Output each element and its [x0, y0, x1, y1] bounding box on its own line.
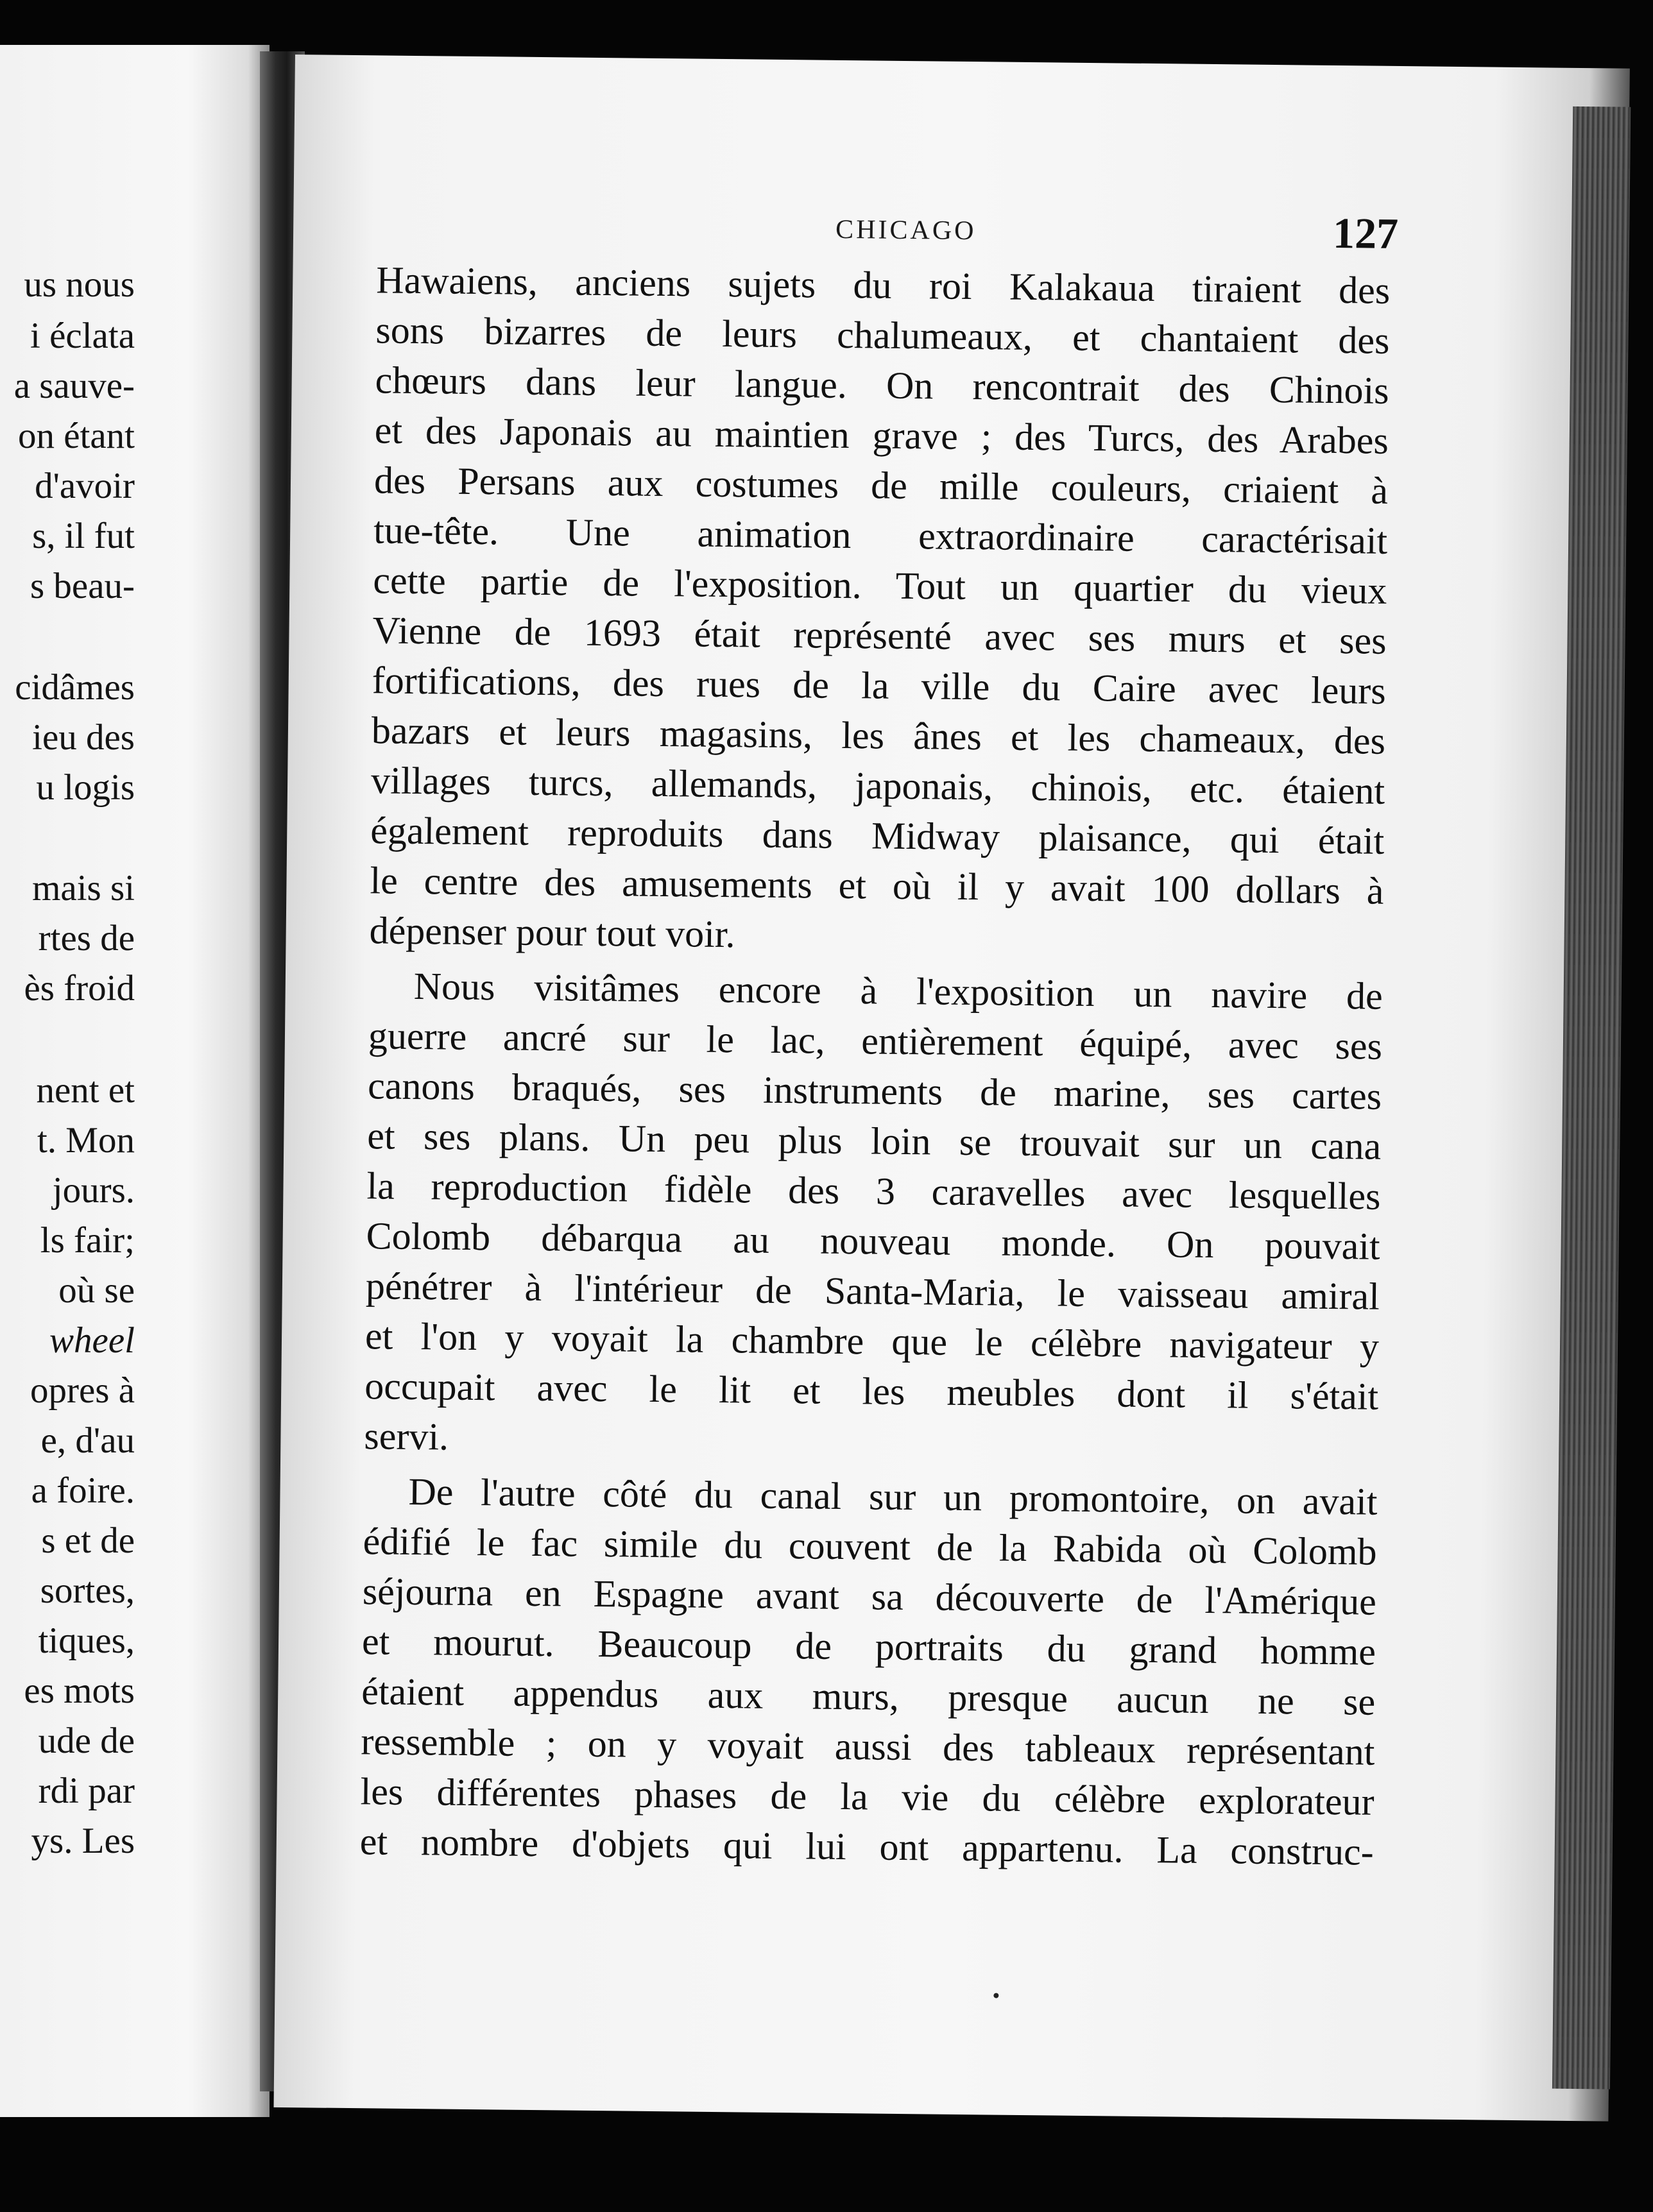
text-line: De l'autre côté du canal sur un promontoire, on avait [408, 1470, 1378, 1523]
left-page-line: où se [58, 1270, 135, 1311]
text-line: fortifications, des rues de la ville du Caire avec leurs [372, 659, 1387, 712]
text-line: et l'on y voyait la chambre que le célèbre navigateur y [364, 1314, 1380, 1368]
right-page [273, 55, 1629, 2122]
text-line: tue-tête. Une animation extraordinaire caractérisait [373, 509, 1388, 562]
text-line: pénétrer à l'intérieur de Santa-Maria, le vaisseau amiral [365, 1264, 1380, 1318]
left-page-line: i éclata [30, 316, 135, 356]
left-page-line: cidâmes [15, 667, 135, 708]
speck [993, 1993, 998, 1998]
left-page-line: es mots [24, 1671, 135, 1711]
text-line: ressemble ; on y voyait aussi des tableaux représentant [361, 1720, 1375, 1773]
left-page-line: ieu des [32, 717, 135, 758]
left-page-line: ude de [38, 1721, 135, 1761]
left-page-line: a foire. [31, 1470, 135, 1511]
left-page-line: wheel [49, 1320, 135, 1361]
text-line: sons bizarres de leurs chalumeaux, et chantaient des [375, 309, 1390, 362]
text-line: et des Japonais au maintien grave ; des Turcs, des Arabes [374, 409, 1389, 462]
text-line: le centre des amusements et où il y avait 100 dollars à [370, 859, 1384, 912]
text-line: cette partie de l'exposition. Tout un quartier du vieux [373, 559, 1387, 612]
text-line: Colomb débarqua au nouveau monde. On pouvait [366, 1214, 1380, 1268]
left-page-line: sortes, [40, 1570, 135, 1611]
left-page-line: a sauve- [13, 366, 135, 406]
text-line: édifié le fac simile du couvent de la Rabida où Colomb [363, 1520, 1377, 1573]
text-line: occupait avec le lit et les meubles dont il s'était [364, 1365, 1379, 1418]
left-page-line: us nous [24, 264, 135, 305]
left-page-line: ys. Les [31, 1821, 135, 1861]
left-page-line: s beau- [30, 566, 135, 606]
left-page-line: tiques, [38, 1621, 135, 1661]
text-line: dépenser pour tout voir. [369, 909, 735, 956]
left-page-line: ès froid [24, 968, 135, 1008]
left-page-line: u logis [36, 767, 135, 808]
text-line: et nombre d'objets qui lui ont appartenu. La construc- [359, 1820, 1375, 1873]
text-line: séjourna en Espagne avant sa découverte de l'Amérique [362, 1570, 1377, 1623]
left-page-line: opres à [30, 1370, 135, 1411]
text-line: servi. [364, 1415, 449, 1458]
left-page [0, 45, 270, 2117]
text-line: chœurs dans leur langue. On rencontrait des Chinois [375, 359, 1389, 412]
left-page-line: e, d'au [40, 1420, 135, 1461]
left-page-line: t. Mon [37, 1120, 135, 1161]
text-line: guerre ancré sur le lac, entièrement équipé, avec ses [368, 1014, 1383, 1068]
text-line: des Persans aux costumes de mille couleurs, criaient à [373, 459, 1389, 512]
left-page-line: ls fair; [40, 1220, 135, 1261]
text-line: et ses plans. Un peu plus loin se trouvait sur un cana [367, 1114, 1382, 1168]
left-page-line: jours. [52, 1170, 135, 1211]
text-line: les différentes phases de la vie du célèbre explorateur [360, 1770, 1375, 1823]
left-page-line: mais si [32, 868, 135, 908]
text-line: étaient appendus aux murs, presque aucun ne se [361, 1670, 1376, 1723]
text-line: également reproduits dans Midway plaisance, qui était [370, 809, 1385, 862]
text-line: bazars et leurs magasins, les ânes et les chameaux, des [371, 709, 1386, 762]
running-head: CHICAGO [835, 214, 977, 246]
left-page-line: nent et [36, 1070, 135, 1110]
text-line: villages turcs, allemands, japonais, chinois, etc. étaient [370, 759, 1385, 812]
left-page-line: d'avoir [35, 466, 135, 506]
text-line: et mourut. Beaucoup de portraits du grand homme [361, 1620, 1376, 1673]
left-page-line: s et de [41, 1520, 135, 1561]
left-page-line: on étant [17, 416, 135, 456]
text-line: canons braqués, ses instruments de marine, ses cartes [367, 1064, 1382, 1118]
left-page-line: s, il fut [32, 516, 135, 556]
text-line: Nous visitâmes encore à l'exposition un navire de [413, 965, 1383, 1017]
text-line: Vienne de 1693 était représenté avec ses murs et ses [372, 609, 1387, 662]
page-edge [1552, 106, 1631, 2089]
left-page-line: rdi par [38, 1771, 135, 1811]
page-number: 127 [1332, 208, 1399, 259]
text-line: Hawaiens, anciens sujets du roi Kalakaua tiraient des [375, 259, 1391, 312]
text-line: la reproduction fidèle des 3 caravelles avec lesquelles [366, 1164, 1381, 1218]
left-page-line: rtes de [38, 918, 135, 958]
